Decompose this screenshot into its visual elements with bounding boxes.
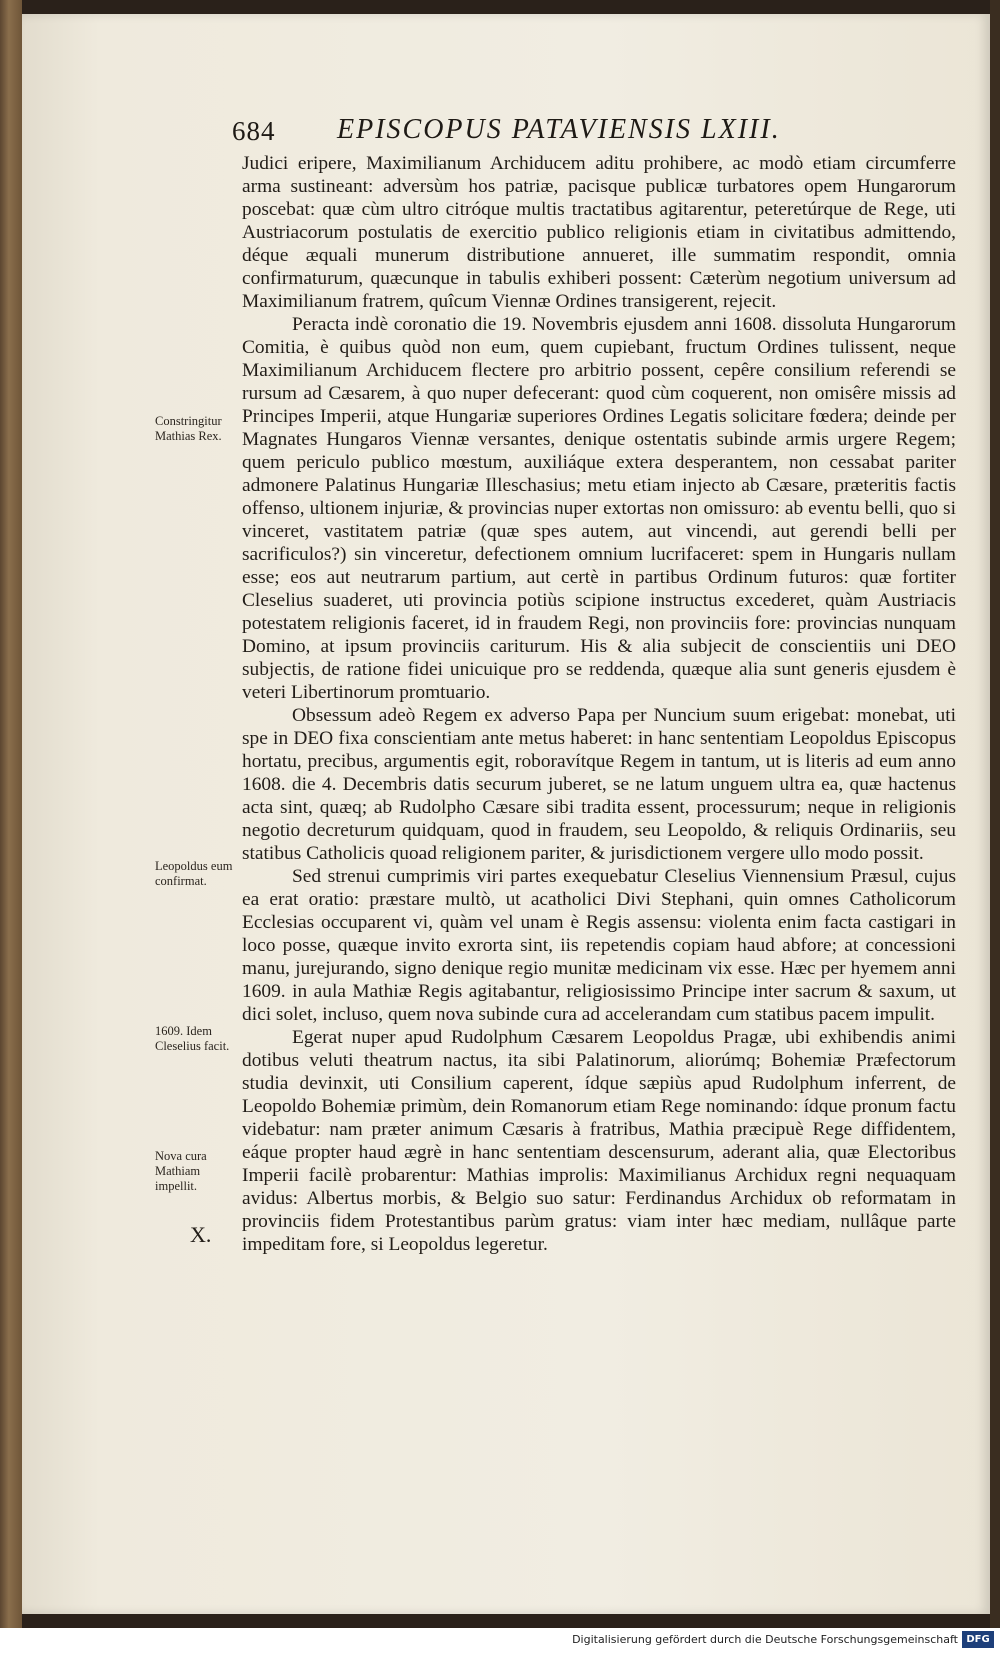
paragraph: Obsessum adeò Regem ex adverso Papa per Nuncium suum erigebat: monebat, uti spe in DEO fixa conscientiam ante metus haberet: in hanc sententiam Leopoldus Episcopus hortatu, precibus, argumentis egit, roboravítque Regem in tantum, ut is literis ad eum anno 1608. die 4. Decembris datis securum juberet, se ne latum unguem ultra ea, quæ hactenus acta sint, quæq; ab Rudolpho Cæsare sibi tradita essent, processurum; neque in religionis negotio decreturum quidquam, quod in fraudem, seu Leopoldo, & reliquis Ordinariis, seu statibus Catholicis quoad religionem pariter, & jurisdictionem vergere ullo modo possit. xyxy=(242,705,956,864)
section-number: X. xyxy=(190,1222,212,1247)
page-number: 684 xyxy=(232,116,276,146)
running-head: EPISCOPUS PATAVIENSIS LXIII. xyxy=(337,114,781,145)
footer-bar xyxy=(0,1628,1000,1653)
dfg-logo: DFG xyxy=(962,1631,994,1648)
margin-note: Constringitur Mathias Rex. xyxy=(155,414,222,443)
paragraph: Sed strenui cumprimis viri partes exequebatur Cleselius Viennensium Præsul, cujus ea erat oratio: præstare multò, ut acatholici Divi Stephani, quin omnes Catholicorum Ecclesias occuparent vi, quàm vel unam è Regis assensu: violenta enim facta castigari in loco posse, quæque invito exrorta sint, iis repetendis copiam haud abfore; at concessioni manu, jurejurando, signo denique regio munitæ medicinam vix esse. Hæc per hyemem anni 1609. in aula Mathiæ Regis agitabantur, religiosissimo Principe inter sacrum & saxum, ut dici solet, incluso, quem nova subinde cura ad accelerandam cum statibus pacem impulit. xyxy=(242,866,956,1025)
page-header xyxy=(217,106,937,152)
book-spine-edge xyxy=(0,0,22,1628)
margin-note: Nova cura Mathiam impellit. xyxy=(155,1149,207,1193)
book-page xyxy=(22,14,990,1614)
body-text xyxy=(242,152,956,1256)
margin-note: Leopoldus eum confirmat. xyxy=(155,859,233,888)
digitization-credit: Digitalisierung gefördert durch die Deutsche Forschungsgemeinschaft xyxy=(572,1633,958,1646)
margin-note: 1609. Idem Cleselius facit. xyxy=(155,1024,230,1053)
paragraph: Peracta indè coronatio die 19. Novembris ejusdem anni 1608. dissoluta Hungarorum Comitia, è quibus quòd non eum, quem cupiebant, fructum Ordines tulissent, neque Maximilianum Archiducem flectere pro arbitrio possent, cepêre consilium referendi se rursum ad Cæsarem, à quo nuper defecerant: quod cùm coquerent, non omisêre missis ad Principes Imperii, atque Hungariæ superiores Ordines Legatis solicitare fœdera; deinde per Magnates Hungaros Viennæ versantes, denique ostentatis subinde armis urgere Regem; quem periculo publico mœstum, auxiliáque extera desperantem, non cessabat pariter admonere Palatinus Hungariæ Illeschasius; metu etiam injecto ab Cæsare, præteritis factis offenso, ultionem injuriæ, & provincias nuper extortas non omissuro: ab eventu belli, quo si vinceret, vastitatem patriæ (quæ spes autem, aut vincendi, aut gerendi belli per sacrificulos?) sin vinceretur, defectionem omnium lucrifaceret: spem in Hungaris nullam esse; eos aut neutrarum partium, aut certè in partibus Ordinum futuros: quæ fortiter Cleselius suaderet, uti provincia potiùs scipione instructus excederet, quàm Austriacis potestatem religionis faceret, id in fraudem Regi, non provinciis fore: provincias nunquam Domino, at ipsum provinciis cariturum. His & alia subjecit de conscientiis uni DEO subjectis, de ratione fidei unicuique pro se reddenda, quæque alia sunt generis ejusdem è veteri Libertinorum promtuario. xyxy=(242,314,956,703)
paragraph: Egerat nuper apud Rudolphum Cæsarem Leopoldus Pragæ, ubi exhibendis animi dotibus veluti theatrum nactus, ita sibi Palatinorum, aliorúmq; Bohemiæ Præfectorum studia devinxit, uti Consilium caperent, ídque sæpiùs apud Rudolphum inferrent, de Leopoldo Bohemiæ primùm, dein Romanorum etiam Rege nominando: ídque pronum factu videbatur: nam præter animum Cæsaris à fratribus, Mathia præcipuè Rege diffidentem, eáque propter haud ægrè in hanc sententiam descensurum, aderant alia, quæ Electoribus Imperii facilè probarentur: Mathias improlis: Maximilianus Archidux regni nequaquam avidus: Albertus morbis, & Belgio suo satur: Ferdinandus Archidux ob reformatam in provinciis fidem Protestantibus parùm gratus: viam inter hæc mediam, nullâque parte impeditam fore, si Leopoldus legeretur. xyxy=(242,1027,956,1255)
right-page-edge xyxy=(990,0,1000,1628)
paragraph: Judici eripere, Maximilianum Archiducem aditu prohibere, ac modò etiam circumferre arma sustineant: adversùm hos patriæ, pacisque publicæ turbatores opem Hungarorum poscebat: quæ cùm ultro citróque multis tractatibus agitarentur, peteretúrque de Rege, uti Austriacorum postulatis de exercitio publico religionis etiam in civitatibus admittendo, déque æquali munerum distributione annueret, ille summatim respondit, omnia confirmaturum, quæcunque in tabulis exhiberi possent: Cæterùm negotium universum ad Maximilianum fratrem, quîcum Viennæ Ordines transigerent, rejecit. xyxy=(242,153,956,312)
